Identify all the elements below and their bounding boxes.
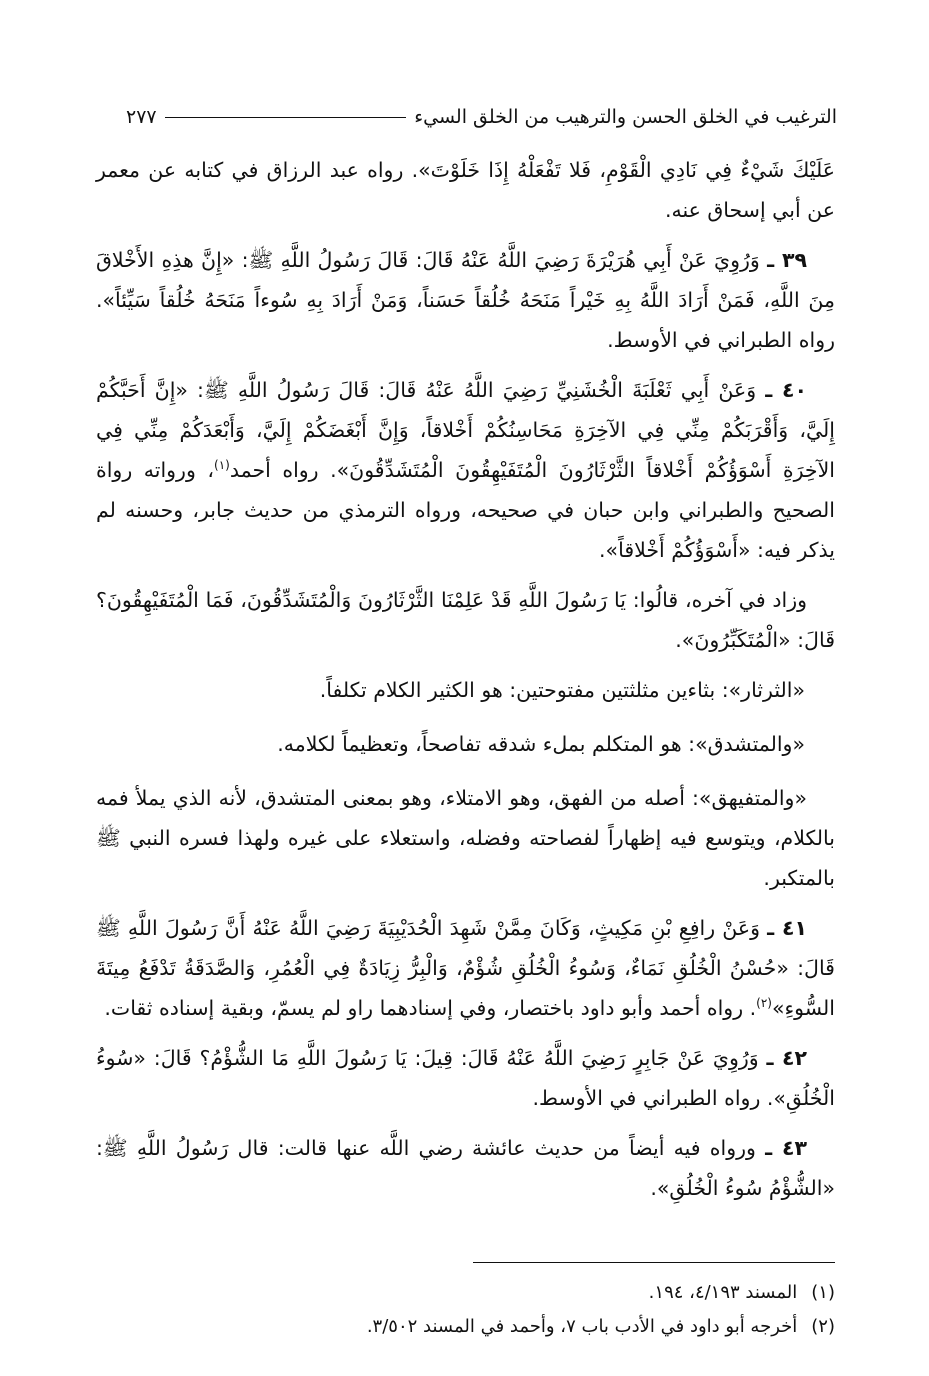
page-number: ٢٧٧: [126, 106, 157, 128]
paragraph-text: «والمتشدق»: هو المتكلم بملء شدقه تفاصحاً، وتعظيماً لكلامه.: [277, 732, 805, 756]
running-title: الترغيب في الخلق الحسن والترهيب من الخلق السيء: [414, 106, 837, 128]
paragraph-continuation: [96, 150, 835, 230]
paragraph-text: وَعَنْ أَبِي ثَعْلَبَةَ الْخُشَنِيِّ رَضِيَ اللَّهُ عَنْهُ قَالَ: قَالَ رَسُولُ اللَّهِ ﷺ: «إِنَّ أَحَبَّكُمْ إِلَيَّ، وَأَقْرَبَكُمْ مِنِّي فِي الآخِرَةِ مَحَاسِنُكُمْ أَخْلاقاً، وَإِنَّ أَبْغَضَكُمْ إِلَيَّ، وَأَبْعَدَكُمْ مِنِّي فِي الآخِرَةِ أَسْوَؤُكُمْ أَخْلاقاً الثَّرْثَارُونَ الْمُتَفَيْهِقُونَ الْمُتَشَدِّقُونَ». رواه أحمد: [96, 378, 835, 482]
hadith-number: ٤٢ ـ: [766, 1046, 807, 1070]
header-rule: [165, 117, 407, 118]
footnote-1: [96, 1276, 835, 1310]
paragraph-text: ورواه فيه أيضاً من حديث عائشة رضي اللَّه عنها قالت: قال رَسُولُ اللَّهِ ﷺ: «الشُّؤْمُ سُوءُ الْخُلُقِ».: [96, 1136, 835, 1200]
definition-tharthar: [96, 670, 835, 710]
hadith-41: [96, 908, 835, 1028]
footnote-mark: (٢): [811, 1316, 835, 1337]
footnote-ref: (٢): [756, 996, 772, 1011]
paragraph-text: ، ورواته رواة الصحيح والطبراني وابن حبان في صحيحه، ورواه الترمذي من حديث جابر، وحسنه لم يذكر فيه: «أَسْوَؤُكُمْ أَخْلاقاً».: [96, 458, 835, 562]
paragraph-text: «والمتفيهق»: أصله من الفهق، وهو الامتلاء، وهو بمعنى المتشدق، لأنه الذي يملأ فمه بالكلام، ويتوسع فيه إظهاراً لفصاحته وفضله، واستعلاء على غيره ولهذا فسره النبي ﷺ بالمتكبر.: [96, 786, 835, 890]
footnotes: [96, 1276, 835, 1344]
hadith-number: ٣٩ ـ: [767, 248, 807, 272]
definition-mutashaddiq: [96, 724, 835, 764]
paragraph-text: وَرُوِيَ عَنْ جَابِرٍ رَضِيَ اللَّهُ عَنْهُ قَالَ: قِيلَ: يَا رَسُولَ اللَّهِ مَا الشُّؤْمُ؟ قَالَ: «سُوءُ الْخُلُقِ». رواه الطبراني في الأوسط.: [96, 1046, 835, 1110]
main-text: [96, 150, 835, 1218]
paragraph-text: وزاد في آخره، قالُوا: يَا رَسُولَ اللَّهِ قَدْ عَلِمْنَا الثَّرْثَارُونَ وَالْمُتَشَدِّقُونَ، فَمَا الْمُتَفَيْهِقُونَ؟ قَالَ: «الْمُتَكَبِّرُونَ».: [96, 588, 835, 652]
addition-paragraph: [96, 580, 835, 660]
hadith-42: [96, 1038, 835, 1118]
footnote-text: المسند ٤/١٩٣، ١٩٤.: [648, 1282, 798, 1303]
page-header: [126, 100, 837, 134]
footnote-ref: (١): [214, 458, 230, 473]
footnote-mark: (١): [811, 1282, 835, 1303]
hadith-43: [96, 1128, 835, 1208]
hadith-40: [96, 370, 835, 570]
paragraph-text: وَرُوِيَ عَنْ أَبِي هُرَيْرَةَ رَضِيَ اللَّهُ عَنْهُ قَالَ: قَالَ رَسُولُ اللَّهِ ﷺ: «إِنَّ هذِهِ الأَخْلاقَ مِنَ اللَّهِ، فَمَنْ أَرَادَ اللَّهُ بِهِ خَيْراً مَنَحَهُ خُلُقاً حَسَناً، وَمَنْ أَرَادَ بِهِ سُوءاً مَنَحَهُ خُلُقاً سَيِّئاً». رواه الطبراني في الأوسط.: [96, 248, 835, 352]
hadith-number: ٤١ ـ: [767, 916, 807, 940]
definition-mutafayhiq: [96, 778, 835, 898]
paragraph-text: وَعَنْ رافِعِ بْنِ مَكِيثٍ، وَكَانَ مِمَّنْ شَهِدَ الْحُدَيْبِيَةَ رَضِيَ اللَّهُ عَنْهُ أَنَّ رَسُولَ اللَّهِ ﷺ قَالَ: «حُسْنُ الْخُلُقِ نَمَاءٌ، وَسُوءُ الْخُلُقِ شُؤْمٌ، وَالْبِرُّ زِيَادَةٌ فِي الْعُمُرِ، وَالصَّدَقَةُ تَدْفَعُ مِيتَةَ السُّوءِ»: [96, 916, 835, 1020]
footnote-text: أخرجه أبو داود في الأدب باب ٧، وأحمد في المسند ٣/٥٠٢.: [366, 1316, 798, 1337]
paragraph-text: . رواه أحمد وأبو داود باختصار، وفي إسنادهما راو لم يسمّ، وبقية إسناده ثقات.: [104, 996, 757, 1020]
paragraph-text: «الثرثار»: بثاءين مثلثتين مفتوحتين: هو الكثير الكلام تكلفاً.: [319, 678, 805, 702]
hadith-number: ٤٣ ـ: [765, 1136, 807, 1160]
hadith-39: [96, 240, 835, 360]
footnote-2: [96, 1310, 835, 1344]
paragraph-text: عَلَيْكَ شَيْءٌ فِي نَادِي الْقَوْمِ، فَلا تَفْعَلْهُ إِذَا خَلَوْتَ». رواه عبد الرزاق في كتابه عن معمر عن أبي إسحاق عنه.: [96, 158, 835, 222]
footnote-separator: [473, 1262, 835, 1263]
hadith-number: ٤٠ ـ: [765, 378, 807, 402]
